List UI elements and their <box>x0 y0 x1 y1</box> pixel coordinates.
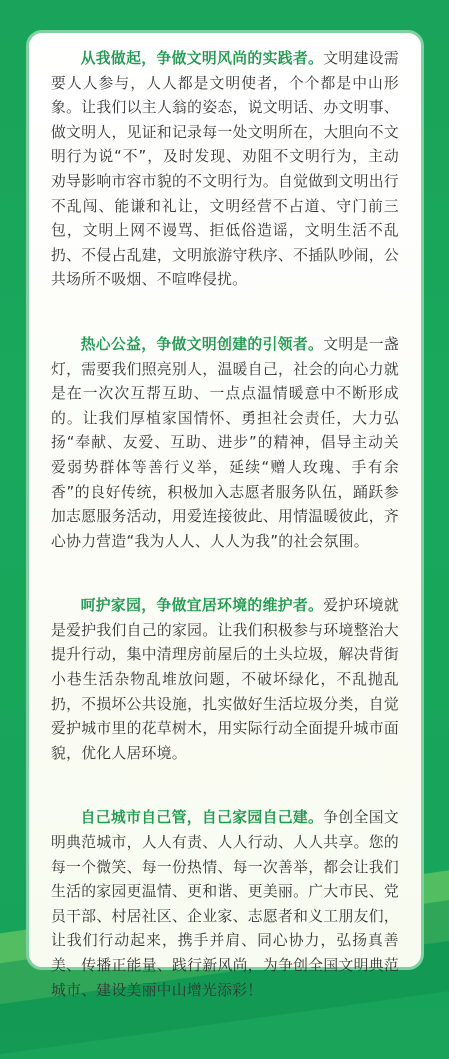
content-card <box>26 30 424 999</box>
paragraph-4-heading: 自己城市自己管，自己家园自己建。 <box>80 809 324 827</box>
paragraph-1-body: 文明建设需要人人参与，人人都是文明使者，个个都是中山形象。让我们以主人翁的姿态，说文明话、办文明事、做文明人，见证和记录每一处文明所在，大胆向不文明行为说“不”，及时发现、劝阻不文明行为，主动劝导影响市容市貌的不文明行为。自觉做到文明出行不乱闯、能谦和礼让，文明经营不占道、守门前三包，文明上网不谩骂、拒低俗造谣，文明生活不乱扔、不侵占乱建，文明旅游守秩序、不插队吵闹，公共场所不吸烟、不喧哗侵扰。 <box>51 50 399 289</box>
paragraph-2-body: 文明是一盏灯，需要我们照亮别人，温暖自己，社会的向心力就是在一次次互帮互助、一点点温情暖意中不断形成的。让我们厚植家国情怀、勇担社会责任，大力弘扬“奉献、友爱、互助、进步”的精神，倡导主动关爱弱势群体等善行义举，延续“赠人玫瑰、手有余香”的良好传统，积极加入志愿者服务队伍，踊跃参加志愿服务活动，用爱连接彼此、用情温暖彼此，齐心协力营造“我为人人、人人为我”的社会氛围。 <box>51 335 399 550</box>
paragraph-2 <box>51 333 399 554</box>
paragraph-2-heading: 热心公益，争做文明创建的引领者。 <box>80 335 324 353</box>
paragraph-3-body: 爱护环境就是爱护我们自己的家园。让我们积极参与环境整治大提升行动，集中清理房前屋后的土头垃圾，解决背街小巷生活杂物乱堆放问题，不破坏绿化，不乱抛乱扔，不损坏公共设施，扎实做好生活垃圾分类，自觉爱护城市里的花草树木，用实际行动全面提升城市面貌，优化人居环境。 <box>51 597 399 762</box>
paragraph-3 <box>51 594 399 766</box>
paragraph-4-body: 争创全国文明典范城市，人人有责、人人行动、人人共享。您的每一个微笑、每一份热情、每一次善举，都会让我们生活的家园更温情、更和谐、更美丽。广大市民、党员干部、村居社区、企业家、志愿者和义工朋友们，让我们行动起来，携手并肩、同心协力，弘扬真善美、传播正能量、践行新风尚，为争创全国文明典范城市、建设美丽中山增光添彩！ <box>51 809 399 999</box>
paragraph-1-heading: 从我做起，争做文明风尚的实践者。 <box>80 50 324 67</box>
paragraph-3-heading: 呵护家园，争做宜居环境的维护者。 <box>80 597 324 615</box>
paragraph-1 <box>51 47 399 293</box>
paragraph-4 <box>51 806 399 1003</box>
